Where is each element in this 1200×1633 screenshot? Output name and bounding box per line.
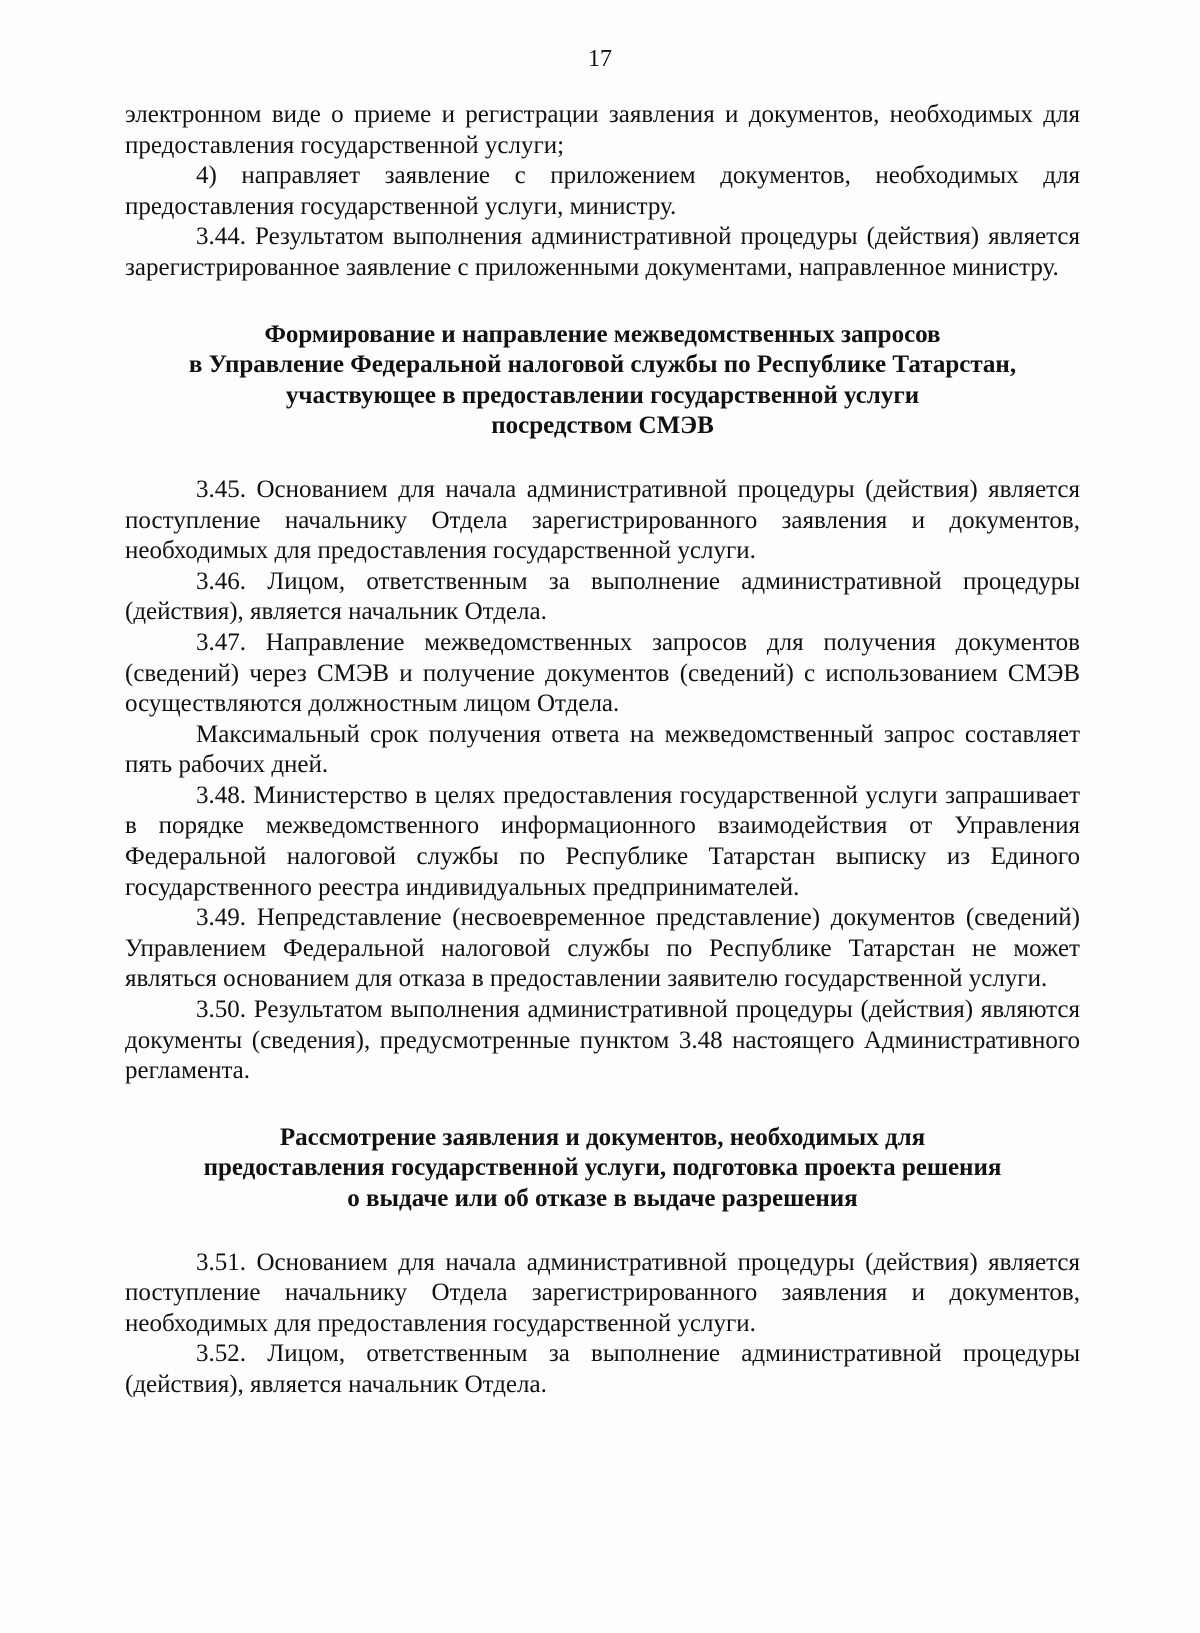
paragraph: электронном виде о приеме и регистрации заявления и документов, необходимых для предоставления государственной услуги;: [125, 101, 1080, 159]
paragraph: 3.51. Основанием для начала административной процедуры (действия) является поступление начальнику Отдела зарегистрированного заявления и документов, необходимых для предоставления государственной услуги.: [125, 1248, 1080, 1337]
paragraph: 3.44. Результатом выполнения административной процедуры (действия) является зарегистрированное заявление с приложенными документами, направленное министру.: [125, 223, 1080, 281]
section-heading-line: участвующее в предоставлении государственной услуги: [285, 381, 920, 409]
paragraph: 3.47. Направление межведомственных запросов для получения документов (сведений) через СМЭВ и получение документов (сведений) с использованием СМЭВ осуществляются должностным лицом Отдела.: [125, 628, 1080, 718]
section-heading-line: Рассмотрение заявления и документов, необходимых для: [279, 1123, 926, 1151]
paragraph: 3.52. Лицом, ответственным за выполнение административной процедуры (действия), является начальник Отдела.: [125, 1340, 1080, 1398]
section-heading-line: в Управление Федеральной налоговой службы по Республике Татарстан,: [188, 351, 1017, 379]
section-heading-line: о выдаче или об отказе в выдаче разрешения: [347, 1185, 858, 1212]
section-heading-line: посредством СМЭВ: [491, 412, 714, 440]
paragraph: Максимальный срок получения ответа на межведомственный запрос составляет пять рабочих дней.: [125, 720, 1080, 779]
section-heading: [125, 1123, 1080, 1215]
paragraph: 4) направляет заявление с приложением документов, необходимых для предоставления государственной услуги, министру.: [125, 162, 1080, 220]
document-body: [125, 100, 1080, 1401]
section-heading: [125, 320, 1080, 442]
paragraph: 3.50. Результатом выполнения административной процедуры (действия) являются документы (сведения), предусмотренные пунктом 3.48 настоящего Административного регламента.: [125, 996, 1080, 1085]
paragraph: 3.45. Основанием для начала административной процедуры (действия) является поступление начальнику Отдела зарегистрированного заявления и документов, необходимых для предоставления государственной услуги.: [125, 475, 1080, 565]
paragraph: 3.49. Непредставление (несвоевременное представление) документов (сведений) Управлением Федеральной налоговой службы по Республике Татарстан не может являться основанием для отказа в предоставлении заявителю государственной услуги.: [125, 904, 1080, 993]
paragraph: 3.48. Министерство в целях предоставления государственной услуги запрашивает в порядке межведомственного информационного взаимодействия от Управления Федеральной налоговой службы по Республике Татарстан выписку из Единого государственного реестра индивидуальных предпринимателей.: [125, 781, 1080, 901]
page-number: 17: [588, 46, 612, 72]
section-heading-line: предоставления государственной услуги, подготовка проекта решения: [203, 1154, 1002, 1182]
paragraph: 3.46. Лицом, ответственным за выполнение административной процедуры (действия), является начальник Отдела.: [125, 567, 1080, 626]
section-heading-line: Формирование и направление межведомственных запросов: [264, 320, 941, 348]
